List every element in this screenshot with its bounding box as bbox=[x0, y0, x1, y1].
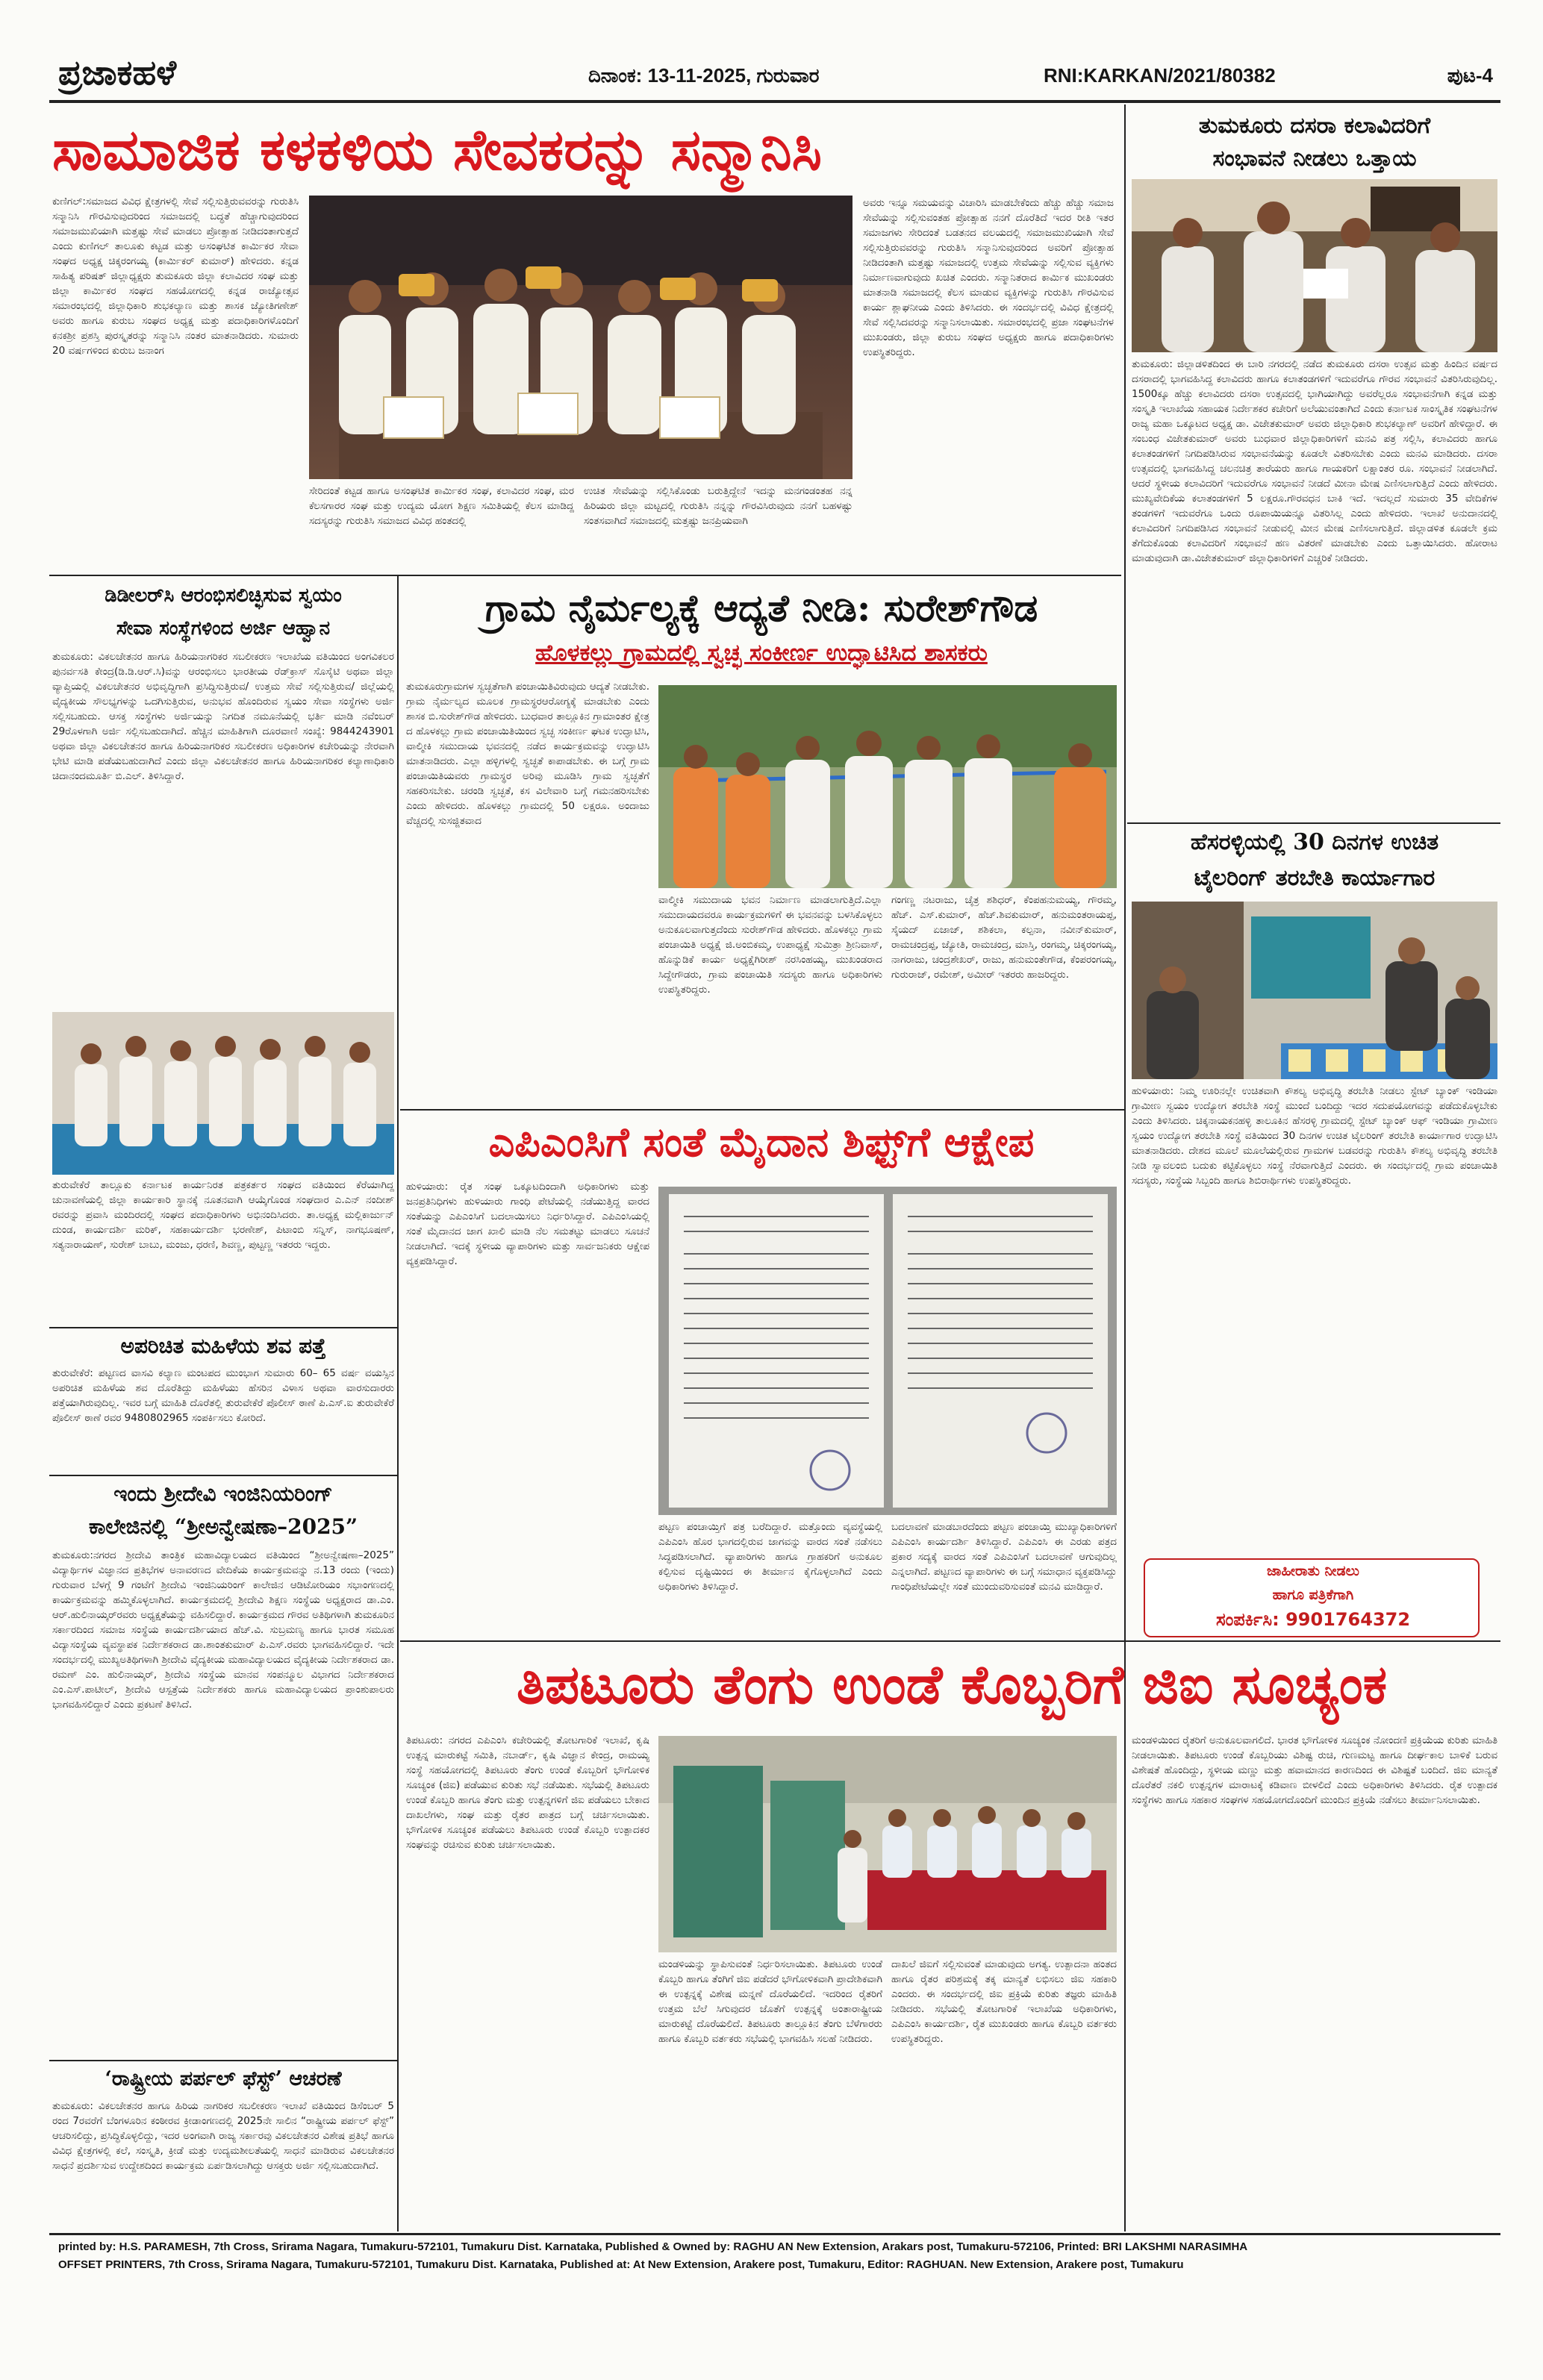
dasara-photo bbox=[1132, 179, 1497, 352]
ad-contact-row bbox=[1145, 1609, 1480, 1636]
purple-fest-body: ತುಮಕೂರು: ವಿಕಲಚೇತನರ ಹಾಗೂ ಹಿರಿಯ ನಾಗರಿಕರ ಸಬಲೀಕರಣ ಇಲಾಖೆ ವತಿಯಿಂದ ಡಿಸೆಂಬರ್ 5 ರಂದ 7ರವರೆಗೆ ಬೆಂಗಳೂರಿನ ಕಂಠೀರವ ಕ್ರೀಡಾಂಗಣದಲ್ಲಿ 2025ನೇ ಸಾಲಿನ “ರಾಷ್ಟ್ರೀಯ ಪರ್ಪಲ್ ಫೆಸ್ಟ್” ಆಚರಿಸಲಿದ್ದು, ಪ್ರಸಿದ್ಧಿಕೊಳ್ಳಲಿದ್ದು, ಇದರ ಅಂಗವಾಗಿ ರಾಜ್ಯ ಸರ್ಕಾರವು ವಿಕಲಚೇತನರ ವಿಶೇಷ ಪ್ರತಿಭೆ ಹಾಗೂ ವಿವಿಧ ಕ್ಷೇತ್ರಗಳಲ್ಲಿ ಕಲೆ, ಸಂಸ್ಕೃತಿ, ಕ್ರೀಡೆ ಮತ್ತು ಉದ್ಯಮಶೀಲತೆಯಲ್ಲಿ ಸಾಧನೆ ಮಾಡಿರುವ ವಿಕಲಚೇತನರ ಸಾಧನೆ ಪ್ರದರ್ಶಿಸುವ ಉದ್ದೇಶದಿಂದ ಕಾರ್ಯಕ್ರಮ ಏರ್ಪಡಿಸಲಾಗಿದ್ದು ಆಸಕ್ತರು ಅರ್ಜಿ ಸಲ್ಲಿಸಬಹುದಾಗಿದೆ. bbox=[52, 2100, 394, 2172]
copra-body-col2: ಮಂಡಳಿಯನ್ನು ಸ್ಥಾಪಿಸುವಂತೆ ನಿರ್ಧರಿಸಲಾಯಿತು. ತಿಪಟೂರು ಉಂಡೆ ಕೊಬ್ಬರಿ ಹಾಗೂ ತೆಂಗಿಗೆ ಜಿಐ ಪಡೆದರೆ ಭೌಗೋಳಿಕವಾಗಿ ಪ್ರಾದೇಶಿಕವಾಗಿ ಈ ಉತ್ಪನ್ನಕ್ಕೆ ವಿಶೇಷ ಮನ್ನಣೆ ದೊರೆಯಲಿದೆ. ಇದರಿಂದ ರೈತರಿಗೆ ಉತ್ತಮ ಬೆಲೆ ಸಿಗುವುದರ ಜೊತೆಗೆ ಉತ್ಪನ್ನಕ್ಕೆ ಅಂತಾರಾಷ್ಟ್ರೀಯ ಮಾರುಕಟ್ಟೆ ದೊರೆಯಲಿದೆ. ತಿಪಟೂರು ತಾಲ್ಲೂಕಿನ ತೆಂಗು ಬೆಳೆಗಾರರು ಹಾಗೂ ಕೊಬ್ಬರಿ ವರ್ತಕರು ಸಭೆಯಲ್ಲಿ ಭಾಗವಹಿಸಿ ಸಲಹೆ ನೀಡಿದರು. bbox=[658, 1958, 882, 2045]
lead-body-col1: ಕುಣಿಗಲ್:ಸಮಾಜದ ವಿವಿಧ ಕ್ಷೇತ್ರಗಳಲ್ಲಿ ಸೇವೆ ಸಲ್ಲಿಸುತ್ತಿರುವವರನ್ನು ಗುರುತಿಸಿ ಸನ್ಮಾನಿಸಿ ಗೌರವಿಸುವುದರಿಂದ ಸಮಾಜದಲ್ಲಿ ಬದ್ಧತೆ ಹೆಚ್ಚಾಗುವುದರಿಂದ ಸಮಾಜಮುಖಿಯಾಗಿ ಮತ್ತಷ್ಟು ಸೇವೆ ಮಾಡಲು ಪ್ರೋತ್ಸಾಹ ನೀಡಿದಂತಾಗುತ್ತದೆ ಎಂದು ಕುಣಿಗಲ್ ತಾಲೂಕು ಕಟ್ಟಡ ಮತ್ತು ಅಸಂಘಟಿತ ಕಾರ್ಮಿಕರ ಸೇವಾ ಸಂಘದ ಅಧ್ಯಕ್ಷ ಚಿಕ್ಕರಂಗಯ್ಯ (ಕಾರ್ಮಿಕರ್ ಕುಮಾರ್) ಹೇಳಿದರು. ಕನ್ನಡ ಸಾಹಿತ್ಯ ಪರಿಷತ್ ಜಿಲ್ಲಾಧ್ಯಕ್ಷರು ತುಮಕೂರು ಜಿಲ್ಲಾ ಕಲಾವಿದರ ಸಂಘ ಮತ್ತು ಜಿಲ್ಲಾ ಕಾರ್ಮಿಕರ ಸಂಘದ ಸಹಯೋಗದಲ್ಲಿ ಕನ್ನಡ ರಾಜ್ಯೋತ್ಸವ ಸಮಾರಂಭದಲ್ಲಿ ಜಿಲ್ಲಾಧಿಕಾರಿ ಶುಭಕಲ್ಯಾಣ ಮತ್ತು ಶಾಸಕ ಜ್ಯೋತಿಗಣೇಶ್ ಅವರು ಹಾಗೂ ಕುರುಬ ಸಂಘದ ಅಧ್ಯಕ್ಷ ಮತ್ತು ಪದಾಧಿಕಾರಿಗಳೊಂದಿಗೆ ಕನಕಶ್ರೀ ಪ್ರಶಸ್ತಿ ಪುರಸ್ಕೃತರನ್ನು ಸನ್ಮಾನಿಸಿ ನಂತರ ಮಾತನಾಡಿದರು. ಸುಮಾರು 20 ವರ್ಷಗಳಿಂದ ಕುರುಬ ಜನಾಂಗ bbox=[52, 196, 299, 357]
apmc-headline: ಎಪಿಎಂಸಿಗೆ ಸಂತೆ ಮೈದಾನ ಶಿಫ್ಟ್‌ಗೆ ಆಕ್ಷೇಪ bbox=[488, 1118, 1035, 1166]
official-letters-image bbox=[658, 1187, 1117, 1515]
ad-phone-number: 9901764372 bbox=[1285, 1609, 1411, 1630]
masthead-date: ದಿನಾಂಕ: 13-11-2025, ಗುರುವಾರ bbox=[588, 64, 820, 87]
apmc-divider bbox=[400, 1640, 1500, 1642]
lead-headline: ಸಾಮಾಜಿಕ ಕಳಕಳಿಯ ಸೇವಕರನ್ನು ಸನ್ಮಾನಿಸಿ bbox=[52, 116, 822, 183]
dasara-body: ತುಮಕೂರು: ಜಿಲ್ಲಾಡಳಿತದಿಂದ ಈ ಬಾರಿ ನಗರದಲ್ಲಿ ನಡೆದ ತುಮಕೂರು ದಸರಾ ಉತ್ಸವ ಮತ್ತು ಹಿಂದಿನ ವರ್ಷದ ದಸರಾದಲ್ಲಿ ಭಾಗವಹಿಸಿದ್ದ ಕಲಾವಿದರು ಹಾಗೂ ಕಲಾತಂಡಗಳಿಗೆ ಇದುವರೆಗೂ ಗೌರವ ಸಂಭಾವನೆ ವಿತರಿಸಿರುವುದಿಲ್ಲ. 1500ಕ್ಕೂ ಹೆಚ್ಚು ಕಲಾವಿದರು ದಸರಾ ಉತ್ಸವದಲ್ಲಿ ಭಾಗಿಯಾಗಿದ್ದು ಅವರೆಲ್ಲರೂ ಸಂಭಾವನೆಗಾಗಿ ಕನ್ನಡ ಮತ್ತು ಸಂಸ್ಕೃತಿ ಇಲಾಖೆಯ ಸಹಾಯಕ ನಿರ್ದೇಶಕರ ಕಚೇರಿಗೆ ಅಲೆಯುವಂತಾಗಿದೆ ಎಂದು ಕರ್ನಾಟಕ ಸಾಂಸ್ಕೃತಿಕ ಸಂಘಟನೆಗಳ ರಾಜ್ಯ ಮಹಾ ಒಕ್ಕೂಟದ ಅಧ್ಯಕ್ಷ ಡಾ. ವಿಜೇತಕುಮಾರ್ ಅವರು ಜಿಲ್ಲಾಧಿಕಾರಿ ಶುಭಕಲ್ಯಾಣ್ ಅವರಿಗೆ ಹೇಳಿದ್ದಾರೆ. ಈ ಸಂಬಂಧ ವಿಜೇತಕುಮಾರ್ ಅವರು ಬುಧವಾರ ಜಿಲ್ಲಾಧಿಕಾರಿಗಳಿಗೆ ಮನವಿ ಪತ್ರ ಸಲ್ಲಿಸಿ, ಕಲಾವಿದರು ಹಾಗೂ ಕಲಾತಂಡಗಳಿಗೆ ನಿಗದಿಪಡಿಸಿರುವ ಸಂಭಾವನೆಯನ್ನು ಕೂಡಲೇ ವಿತರಿಸಬೇಕು ಎಂದು ಮನವಿ ಮಾಡಿದರು. ದಸರಾ ಉತ್ಸವದಲ್ಲಿ ಭಾಗವಹಿಸಿದ್ದ ಚಲನಚಿತ್ರ ತಾರೆಯರು ಹಾಗೂ ಗಾಯಕರಿಗೆ ಲಕ್ಷಾಂತರ ರೂ. ಸಂಭಾವನೆ ನೀಡಲಾಗಿದೆ. ಆದರೆ ಸ್ಥಳೀಯ ಕಲಾವಿದರಿಗೆ ಇದುವರೆಗೂ ಸಂಭಾವನೆ ನೀಡದೆ ಮೀನಾ ಮೇಷ ಎಣಿಸಲಾಗುತ್ತಿದೆ ಎಂದು ಹೇಳಿದರು. ಮುಖ್ಯವೇದಿಕೆಯ ಕಲಾತಂಡಗಳಿಗೆ 5 ಲಕ್ಷರೂ.ಗೌರವಧನ ಬಾಕಿ ಇದೆ. ಇದಲ್ಲದೆ ಸುಮಾರು 35 ವೇದಿಕೆಗಳ ತಂಡಗಳಿಗೆ ಇದುವರೆಗೂ ಒಂದು ರೂಪಾಯಿಯನ್ನೂ ವಿತರಿಸಿಲ್ಲ ಎಂದು ಹೇಳಿದರು. ಇಲಾಖೆ ಅನುದಾನದಲ್ಲಿ ಕಲಾವಿದರಿಗೆ ನಿಗದಿಪಡಿಸಿದ ಸಂಭಾವನೆ ನೀಡುವಲ್ಲಿ ಮೀನ ಮೇಷ ಎಣಿಸಲಾಗುತ್ತಿದೆ. ಜಿಲ್ಲಾಡಳಿತ ಕೂಡಲೇ ಕ್ರಮ ತೆಗೆದುಕೊಂಡು ಕಲಾವಿದರಿಗೆ ಸಂಭಾವನೆ ಹಣ ವಿತರಣೆ ಮಾಡಬೇಕು ಎಂದು ಒತ್ತಾಯಿಸಿದರು. ಹೋರಾಟ ಮಾಡುವುದಾಗಿ ಡಾ.ವಿಜೇತಕುಮಾರ್ ಜಿಲ್ಲಾಧಿಕಾರಿಗಳಿಗೆ ಎಚ್ಚರಿಕೆ ನೀಡಿದರು. bbox=[1132, 358, 1497, 564]
ad-line1: ಜಾಹೀರಾತು ನೀಡಲು bbox=[1267, 1563, 1359, 1579]
tailoring-body: ಹುಳಿಯಾರು: ನಿಮ್ಮ ಊರಿನಲ್ಲೇ ಉಚಿತವಾಗಿ ಕೌಶಲ್ಯ ಅಭಿವೃದ್ಧಿ ತರಬೇತಿ ನೀಡಲು ಸ್ಟೇಟ್ ಬ್ಯಾಂಕ್ ಇಂಡಿಯಾ ಗ್ರಾಮೀಣ ಸ್ವಯಂ ಉದ್ಯೋಗ ತರಬೇತಿ ಸಂಸ್ಥೆ ಮುಂದೆ ಬಂದಿದ್ದು ಇದರ ಸದುಪಯೋಗವನ್ನು ಪಡೆದುಕೊಳ್ಳಬೇಕು ಎಂದು ತಿಳಿಸಿದರು. ಚಿಕ್ಕನಾಯಕನಹಳ್ಳಿ ತಾಲೂಕಿನ ಹೆಸರಳ್ಳಿ ಗ್ರಾಮದಲ್ಲಿ ಸ್ಟೇಟ್ ಬ್ಯಾಂಕ್ ಆಫ್ ಇಂಡಿಯಾ ಗ್ರಾಮೀಣ ಸ್ವಯಂ ಉದ್ಯೋಗ ತರಬೇತಿ ಸಂಸ್ಥೆ ವತಿಯಿಂದ 30 ದಿನಗಳ ಉಚಿತ ಟೈಲರಿಂಗ್ ತರಬೇತಿ ಕಾರ್ಯಾಗಾರ ಉದ್ಘಾಟಿಸಿ ಮಾತನಾಡಿದರು. ದೇಶದ ಮೂಲೆ ಮೂಲೆಯಲ್ಲಿರುವ ಗ್ರಾಮಗಳ ಬಡವರನ್ನು ಗುರುತಿಸಿ ಕೌಶಲ್ಯ ಅಭಿವೃದ್ಧಿ ತರಬೇತಿ ನೀಡಿ ಸ್ವಾವಲಂಬಿ ಬದುಕು ಕಟ್ಟಿಕೊಳ್ಳಲು ಸಂಸ್ಥೆ ನೆರವಾಗುತ್ತಿದೆ ಎಂದರು. ಈ ಸಂದರ್ಭದಲ್ಲಿ ಗ್ರಾಮ ಪಂಚಾಯಿತಿ ಸದಸ್ಯರು, ಸಂಸ್ಥೆಯ ಸಿಬ್ಬಂದಿ ಹಾಗೂ ಶಿಬಿರಾರ್ಥಿಗಳು ಉಪಸ್ಥಿತರಿದ್ದರು. bbox=[1132, 1085, 1497, 1187]
memorandum-photo-image bbox=[1132, 179, 1497, 352]
college-body: ತುಮಕೂರು:ನಗರದ ಶ್ರೀದೇವಿ ತಾಂತ್ರಿಕ ಮಹಾವಿದ್ಯಾಲಯದ ವತಿಯಿಂದ “ಶ್ರೀಅನ್ವೇಷಣಾ–2025” ವಿದ್ಯಾರ್ಥಿಗಳ ವಿಜ್ಞಾನದ ಪ್ರತಿಭೆಗಳ ಅನಾವರಣದ ವೇದಿಕೆಯ ಕಾರ್ಯಕ್ರಮವನ್ನು ನ.13 ರಂದು (ಇಂದು) ಗುರುವಾರ ಬೆಳಗ್ಗೆ 9 ಗಂಟೆಗೆ ಶ್ರೀದೇವಿ ಇಂಜಿನಿಯರಿಂಗ್ ಕಾಲೇಜಿನ ಆಡಿಟೋರಿಯಂ ಸಭಾಂಗಣದಲ್ಲಿ ಕಾರ್ಯಕ್ರಮವನ್ನು ಹಮ್ಮಿಕೊಳ್ಳಲಾಗಿದೆ. ಕಾರ್ಯಕ್ರಮದಲ್ಲಿ ಶ್ರೀದೇವಿ ಶಿಕ್ಷಣ ಸಂಸ್ಥೆಯ ಅಧ್ಯಕ್ಷರಾದ ಡಾ.ಎಂ. ಆರ್.ಹುಲಿನಾಯ್ಕರ್‌ರವರು ಅಧ್ಯಕ್ಷತೆಯನ್ನು ವಹಿಸಲಿದ್ದಾರೆ. ಕಾರ್ಯಕ್ರಮದ ಗೌರವ ಅತಿಥಿಗಳಾಗಿ ತುಮಕೂರಿನ ಸರ್ಕಾರದಿಂದ ಸಮಾಜ ಸಂಸ್ಥೆಯ ಕಾರ್ಯದರ್ಶಿಯಾದ ಹೆಚ್.ವಿ. ಸುಬ್ರಮಣ್ಯ ಹಾಗೂ ಭಾರತ ಸಮೂಹ ವಿದ್ಯಾಸಂಸ್ಥೆಯ ವ್ಯವಸ್ಥಾಪಕ ನಿರ್ದೇಶಕರಾದ ಡಾ.ಶಾಂತಕುಮಾರ್ ಪಿ.ಎಸ್.ರವರು ಭಾಗವಹಿಸಲಿದ್ದಾರೆ. ಇದೇ ಸಂದರ್ಭದಲ್ಲಿ ಮುಖ್ಯಅತಿಥಿಗಳಾಗಿ ಶ್ರೀದೇವಿ ವೈದ್ಯಕೀಯ ಮಹಾವಿದ್ಯಾಲಯದ ವೈದ್ಯಕೀಯ ನಿರ್ದೇಶಕರಾದ ಡಾ. ರಮಣ್ ಎಂ. ಹುಲಿನಾಯ್ಕರ್, ಶ್ರೀದೇವಿ ಸಂಸ್ಥೆಯ ಮಾನವ ಸಂಪನ್ಮೂಲ ವಿಭಾಗದ ನಿರ್ದೇಶಕರಾದ ಎಂ.ಎಸ್.ಪಾಟೀಲ್, ಶ್ರೀದೇವಿ ಆಸ್ಪತ್ರೆಯ ನಿರ್ದೇಶಕರು ಹಾಗೂ ಮಹಾವಿದ್ಯಾಲಯದ ಪ್ರಾಂಶುಪಾಲರು ಭಾಗವಹಿಸಲಿದ್ದಾರೆ ಎಂದು ಪ್ರಕಟಣೆ ತಿಳಿಸಿದೆ. bbox=[52, 1549, 394, 1711]
college-headline-line2: ಕಾಲೇಜಿನಲ್ಲಿ “ಶ್ರೀಅನ್ವೇಷಣಾ–2025” bbox=[88, 1514, 358, 1539]
copra-body-col4: ಮಂಡಳಿಯಿಂದ ರೈತರಿಗೆ ಅನುಕೂಲವಾಗಲಿದೆ. ಭಾರತ ಭೌಗೋಳಿಕ ಸೂಚ್ಯಂಕ ನೋಂದಣಿ ಪ್ರಕ್ರಿಯೆಯ ಕುರಿತು ಮಾಹಿತಿ ನೀಡಲಾಯಿತು. ತಿಪಟೂರು ಉಂಡೆ ಕೊಬ್ಬರಿಯು ವಿಶಿಷ್ಟ ರುಚಿ, ಗುಣಮಟ್ಟ ಹಾಗೂ ದೀರ್ಘಕಾಲ ಬಾಳಿಕೆ ಬರುವ ವಿಶೇಷತೆ ಹೊಂದಿದ್ದು, ಸ್ಥಳೀಯ ಮಣ್ಣು ಮತ್ತು ಹವಾಮಾನದ ಕಾರಣದಿಂದ ಈ ವಿಶಿಷ್ಟತೆ ಬಂದಿದೆ. ಜಿಐ ಮಾನ್ಯತೆ ದೊರೆತರೆ ನಕಲಿ ಉತ್ಪನ್ನಗಳ ಮಾರಾಟಕ್ಕೆ ಕಡಿವಾಣ ಬೀಳಲಿದೆ ಎಂದು ಅಧಿಕಾರಿಗಳು ತಿಳಿಸಿದರು. ರೈತ ಉತ್ಪಾದಕ ಸಂಸ್ಥೆಗಳು ಹಾಗೂ ಸಹಕಾರ ಸಂಘಗಳ ಸಹಯೋಗದೊಂದಿಗೆ ಮುಂದಿನ ಪ್ರಕ್ರಿಯೆ ನಡೆಸಲು ತೀರ್ಮಾನಿಸಲಾಯಿತು. bbox=[1132, 1734, 1497, 1806]
apmc-body-col2: ಪಟ್ಟಣ ಪಂಚಾಯ್ತಿಗೆ ಪತ್ರ ಬರೆದಿದ್ದಾರೆ. ಮತ್ತೊಂದು ವ್ಯವಸ್ಥೆಯಲ್ಲಿ ಎಪಿಎಂಸಿ ಹೊರ ಭಾಗದಲ್ಲಿರುವ ಜಾಗವನ್ನು ವಾರದ ಸಂತೆ ನಡೆಸಲು ಸಿದ್ಧಪಡಿಸಲಾಗಿದೆ. ವ್ಯಾಪಾರಿಗಳು ಹಾಗೂ ಗ್ರಾಹಕರಿಗೆ ಅನುಕೂಲ ಕಲ್ಪಿಸುವ ದೃಷ್ಟಿಯಿಂದ ಈ ತೀರ್ಮಾನ ಕೈಗೊಳ್ಳಲಾಗಿದೆ ಎಂದು ಅಧಿಕಾರಿಗಳು ತಿಳಿಸಿದ್ದಾರೆ. bbox=[658, 1521, 882, 1593]
dasara-divider bbox=[1127, 822, 1500, 824]
woman-divider bbox=[49, 1475, 397, 1476]
apmc-body-col1: ಹುಳಿಯಾರು: ರೈತ ಸಂಘ ಒಕ್ಕೂಟದಿಂದಾಗಿ ಅಧಿಕಾರಿಗಳು ಮತ್ತು ಜನಪ್ರತಿನಿಧಿಗಳು ಹುಳಿಯಾರು ಗಾಂಧಿ ಪೇಟೆಯಲ್ಲಿ ನಡೆಯುತ್ತಿದ್ದ ವಾರದ ಸಂತೆಯನ್ನು ಎಪಿಎಂಸಿಗೆ ಬದಲಾಯಿಸಲು ನಿರ್ಧರಿಸಿದ್ದಾರೆ. ಎಪಿಎಂಸಿಯಲ್ಲಿ ಸಂತೆ ಮೈದಾನದ ಜಾಗ ಖಾಲಿ ಮಾಡಿ ನೆಲ ಸಮತಟ್ಟು ಮಾಡಲು ಸೂಚನೆ ನೀಡಲಾಗಿದೆ. ಇದಕ್ಕೆ ಸ್ಥಳೀಯ ವ್ಯಾಪಾರಿಗಳು ಮತ್ತು ಸಾರ್ವಜನಿಕರು ಆಕ್ಷೇಪ ವ್ಯಕ್ತಪಡಿಸಿದ್ದಾರೆ. bbox=[406, 1181, 649, 1267]
ddrc-headline-line2: ಸೇವಾ ಸಂಸ್ಥೆಗಳಿಂದ ಅರ್ಜಿ ಆಹ್ವಾನ bbox=[116, 617, 331, 640]
village-body-col3: ಗಂಗಣ್ಣ ನಟರಾಜು, ಚೈತ್ರ ಶಶಿಧರ್, ಕೆಂಪಹನುಮಯ್ಯ, ಗೌರಮ್ಮ, ಹೆಚ್. ಎಸ್.ಕುಮಾರ್, ಹೆಚ್.ಶಿವಕುಮಾರ್, ಹನುಮಂತರಾಯಪ್ಪ, ಸೈಯದ್ ಏಜಾಜ್, ಶಶಿಕಲಾ, ಕಲ್ಪನಾ, ನವೀನ್‌ಕುಮಾರ್, ರಾಮಚಂದ್ರಪ್ಪ, ಜ್ಯೋತಿ, ರಾಮಚಂದ್ರ, ಮಾಸ್ತಿ, ರಂಗಮ್ಮ, ಚಿಕ್ಕರಂಗಯ್ಯ, ನಾಗರಾಜು, ಚಂದ್ರಶೇಖರ್, ರಾಜು, ಹನುಮಂತೇಗೌಡ, ಕೆಂಪರಂಗಯ್ಯ, ಗುರುರಾಜ್, ರಮೇಶ್, ಅಮೀರ್ ಇತರರು ಹಾಜರಿದ್ದರು. bbox=[891, 894, 1117, 981]
gi-meeting-image bbox=[658, 1736, 1117, 1952]
village-body-col2: ವಾಲ್ಮೀಕಿ ಸಮುದಾಯ ಭವನ ನಿರ್ಮಾಣ ಮಾಡಲಾಗುತ್ತಿದೆ.ಎಲ್ಲಾ ಸಮುದಾಯದವರೂ ಕಾರ್ಯಕ್ರಮಗಳಿಗೆ ಈ ಭವನವನ್ನು ಬಳಸಿಕೊಳ್ಳಲು ಅನುಕೂಲವಾಗುತ್ತದೆಂದು ಸುರೇಶ್‌ಗೌಡ ಹೇಳಿದರು. ಹೊಳಕಲ್ಲು ಗ್ರಾಮ ಪಂಚಾಯಿತಿ ಅಧ್ಯಕ್ಷೆ ಜಿ.ಅಂಬಿಕಮ್ಮ, ಉಪಾಧ್ಯಕ್ಷೆ ಸುಮಿತ್ರಾ ಶ್ರೀನಿವಾಸ್, ಹೊನ್ನುಡಿಕೆ ಕಾರ್ಯ ಅಧ್ಯಕ್ಷೆಗಿರೀಶ್ ನರಸಿಂಹಯ್ಯ, ಮುಖಂಡರಾದ ಸಿದ್ದೇಗೌಡರು, ಗ್ರಾಮ ಪಂಚಾಯಿತಿ ಸದಸ್ಯರು ಹಾಗೂ ಅಧಿಕಾರಿಗಳು ಉಪಸ್ಥಿತರಿದ್ದರು. bbox=[658, 894, 882, 996]
apmc-body-col3: ಬದಲಾವಣೆ ಮಾಡಬಾರದೆಂದು ಪಟ್ಟಣ ಪಂಚಾಯ್ತಿ ಮುಖ್ಯಾಧಿಕಾರಿಗಳಿಗೆ ಎಪಿಎಂಸಿ ಕಾರ್ಯದರ್ಶಿ ತಿಳಿಸಿದ್ದಾರೆ. ಎಪಿಎಂಸಿ ಈ ಎರಡು ಪತ್ರದ ಪ್ರಕಾರ ಸದ್ಯಕ್ಕೆ ವಾರದ ಸಂತೆ ಎಪಿಎಂಸಿಗೆ ಬದಲಾವಣೆ ಆಗುವುದಿಲ್ಲ ಎನ್ನಲಾಗಿದೆ. ಪಟ್ಟಣದ ವ್ಯಾಪಾರಿಗಳು ಈ ಬಗ್ಗೆ ಸಮಾಧಾನ ವ್ಯಕ್ತಪಡಿಸಿದ್ದು ಗಾಂಧಿಪೇಟೆಯಲ್ಲೇ ಸಂತೆ ಮುಂದುವರಿಸುವಂತೆ ಮನವಿ ಮಾಡಿದ್ದಾರೆ. bbox=[891, 1521, 1117, 1593]
lead-body-col2: ಸೇರಿದಂತೆ ಕಟ್ಟಡ ಹಾಗೂ ಅಸಂಘಟಿತ ಕಾರ್ಮಿಕರ ಸಂಘ, ಕಲಾವಿದರ ಸಂಘ, ಮರ ಕೆಲಸಗಾರರ ಸಂಘ ಮತ್ತು ಉದ್ಯಮ ಯೋಗ ಶಿಕ್ಷಣ ಸಮಿತಿಯಲ್ಲಿ ಕೆಲಸ ಮಾಡಿದ್ದ ಸದಸ್ಯರನ್ನು ಗುರುತಿಸಿ ಸಮಾಜದ ವಿವಿಧ ಹಂತದಲ್ಲಿ bbox=[309, 485, 574, 527]
footer-imprint-line2: OFFSET PRINTERS, 7th Cross, Srirama Nagara, Tumakuru-572101, Tumakuru Dist. Karnataka, Published at: At New Extension, Arakere post, Tumakuru, Editor: RAGHUAN. New Extension, Arakere post, Tumakuru bbox=[58, 2258, 1184, 2271]
copra-meeting-photo bbox=[658, 1736, 1117, 1952]
tailoring-headline-line1: ಹೆಸರಳ್ಳಿಯಲ್ಲಿ 30 ದಿನಗಳ ಉಚಿತ bbox=[1190, 829, 1439, 855]
ribbon-cutting-image bbox=[658, 685, 1117, 888]
tailoring-headline-line2: ಟೈಲರಿಂಗ್ ತರಬೇತಿ ಕಾರ್ಯಾಗಾರ bbox=[1194, 865, 1436, 891]
training-photo-image bbox=[1132, 902, 1497, 1079]
copra-body-col3: ದಾಖಲೆ ಜಿಐಗೆ ಸಲ್ಲಿಸುವಂತೆ ಮಾಡುವುದು ಅಗತ್ಯ. ಉತ್ಪಾದನಾ ಹಂತದ ಹಾಗೂ ರೈತರ ಪರಿಶ್ರಮಕ್ಕೆ ತಕ್ಕ ಮಾನ್ಯತೆ ಲಭಿಸಲು ಜಿಐ ಸಹಕಾರಿ ಎಂದರು. ಈ ಸಂದರ್ಭದಲ್ಲಿ ಜಿಐ ಪ್ರಕ್ರಿಯೆ ಕುರಿತು ತಜ್ಞರು ಮಾಹಿತಿ ನೀಡಿದರು. ಸಭೆಯಲ್ಲಿ ತೋಟಗಾರಿಕೆ ಇಲಾಖೆಯ ಅಧಿಕಾರಿಗಳು, ಎಪಿಎಂಸಿ ಕಾರ್ಯದರ್ಶಿ, ರೈತ ಮುಖಂಡರು ಹಾಗೂ ಕೊಬ್ಬರಿ ವರ್ತಕರು ಉಪಸ್ಥಿತರಿದ್ದರು. bbox=[891, 1958, 1117, 2045]
advertise-contact-box bbox=[1144, 1558, 1480, 1637]
village-photo bbox=[658, 685, 1117, 888]
page-number: ಪುಟ-4 bbox=[1447, 64, 1493, 87]
lead-photo bbox=[309, 196, 852, 479]
college-divider bbox=[49, 2060, 397, 2061]
woman-body-headline: ಅಪರಿಚಿತ ಮಹಿಳೆಯ ಶವ ಪತ್ತೆ bbox=[120, 1334, 326, 1358]
right-column-divider bbox=[1124, 104, 1126, 2231]
footer-imprint-line1: printed by: H.S. PARAMESH, 7th Cross, Srirama Nagara, Tumakuru-572101, Tumakuru Dist. Karnataka, Published & Owned by: RAGHU AN New Extension, Arakars post, Tumakuru-572106, Printed: BRI LAKSHMI NARASIMHA bbox=[58, 2240, 1248, 2253]
copra-headline: ತಿಪಟೂರು ತೆಂಗು ಉಂಡೆ ಕೊಬ್ಬರಿಗೆ ಜಿಐ ಸೂಚ್ಯಂಕ bbox=[516, 1652, 1388, 1716]
lead-body-col4: ಅವರು ಇನ್ನೂ ಸಮಯವನ್ನು ವಿಚಾರಿಸಿ ಮಾಡಬೇಕೆಂದು ಹೆಚ್ಚು ಹೆಚ್ಚು ಸಮಾಜ ಸೇವೆಯನ್ನು ಸಲ್ಲಿಸುವಂತಹ ಪ್ರೋತ್ಸಾಹ ನನಗೆ ದೊರೆತಿದೆ ಇದರ ರೀತಿ ಇತರ ಸಮಾಜಗಳು ಸೇರಿದಂತೆ ಬಡತನದ ವಲಯದಲ್ಲಿ ಸಮಾಜಮುಖಿಯಾಗಿ ಸೇವೆ ಸಲ್ಲಿಸುತ್ತಿರುವವರನ್ನು ಗುರುತಿಸಿ ಸನ್ಮಾನಿಸುವುದರಿಂದ ಅವರಿಗೆ ಪ್ರೋತ್ಸಾಹ ನೀಡಿದಂತಾಗಿ ಮತ್ತಷ್ಟು ಸಮಾಜದಲ್ಲಿ ಉತ್ತಮ ಸೇವೆಯನ್ನು ಸಲ್ಲಿಸುವ ವ್ಯಕ್ತಿಗಳು ನಿರ್ಮಾಣವಾಗುವುದು ಖಚಿತ ಎಂದರು. ಸನ್ಮಾನಿತರಾದ ಕಾರ್ಮಿಕ ಮುಖಂಡರು ಮಾತನಾಡಿ ಸಮಾಜದಲ್ಲಿ ಕೆಲಸ ಮಾಡುವ ವ್ಯಕ್ತಿಗಳನ್ನು ಗುರುತಿಸಿ ಗೌರವಿಸುವ ಕಾರ್ಯ ಶ್ಲಾಘನೀಯ ಎಂದು ತಿಳಿಸಿದರು. ಈ ಸಂದರ್ಭದಲ್ಲಿ ವಿವಿಧ ಕ್ಷೇತ್ರದಲ್ಲಿ ಸೇವೆ ಸಲ್ಲಿಸಿದವರನ್ನು ಸನ್ಮಾನಿಸಲಾಯಿತು. ಸಮಾರಂಭದಲ್ಲಿ ಪ್ರಜಾ ಸಂಘಟನೆಗಳ ಮುಖಂಡರು, ಜಿಲ್ಲಾ ಕುರುಬ ಸಂಘದ ಅಧ್ಯಕ್ಷರು ಹಾಗೂ ಪದಾಧಿಕಾರಿಗಳು ಉಪಸ್ಥಿತರಿದ್ದರು. bbox=[863, 197, 1114, 358]
journalists-group-image bbox=[52, 1012, 394, 1175]
left-column-divider bbox=[397, 576, 399, 2231]
purple-fest-headline: ‘ರಾಷ್ಟ್ರೀಯ ಪರ್ಪಲ್ ಫೆಸ್ಟ್’ ಆಚರಣೆ bbox=[105, 2067, 342, 2090]
masthead-divider bbox=[49, 100, 1500, 103]
footer-divider bbox=[49, 2233, 1500, 2235]
felicitation-photo-image bbox=[309, 196, 852, 479]
ddrc-headline-line1: ಡಿಡೀಲರ್‌ಸಿ ಆರಂಭಿಸಲಿಚ್ಛಿಸುವ ಸ್ವಯಂ bbox=[105, 584, 342, 607]
masthead-rni: RNI:KARKAN/2021/80382 bbox=[1044, 64, 1276, 87]
village-body-col1: ತುಮಕೂರುಗ್ರಾಮಗಳ ಸ್ವಚ್ಛತೆಗಾಗಿ ಪಂಚಾಯಿತಿವಿರುವುದು ಆದ್ಯತೆ ನೀಡಬೇಕು. ಗ್ರಾಮ ನೈರ್ಮಲ್ಯದ ಮೂಲಕ ಗ್ರಾಮಸ್ಥರಆರೋಗ್ಯಕ್ಕೆ ಮಾಡಬೇಕು ಎಂದು ಶಾಸಕ ಬಿ.ಸುರೇಶ್‌ಗೌಡ ಹೇಳಿದರು. ಬುಧವಾರ ತಾಲ್ಲೂಕಿನ ಗ್ರಾಮಾಂತರ ಕ್ಷೇತ್ರ ದ ಹೊಳಕಲ್ಲು ಗ್ರಾಮ ಪಂಚಾಯಿತಿಯಿಂದ ಸ್ವಚ್ಛ ಸಂಕೀರ್ಣ ಘಟಕ ಉದ್ಘಾಟಿಸಿ, ವಾಲ್ಮೀಕಿ ಸಮುದಾಯ ಭವನದಲ್ಲಿ ನಡೆದ ಕಾರ್ಯಕ್ರಮವನ್ನು ಉದ್ಘಾಟಿಸಿ ಮಾತನಾಡಿದರು. ಎಲ್ಲಾ ಹಳ್ಳಿಗಳಲ್ಲಿ ಸ್ವಚ್ಛತೆ ಕಾಪಾಡಬೇಕು. ಈ ಬಗ್ಗೆ ಗ್ರಾಮ ಪಂಚಾಯಿತಿಯವರು ಗ್ರಾಮಸ್ಥರ ಅರಿವು ಮೂಡಿಸಿ ಗ್ರಾಮ ಸ್ವಚ್ಛತೆಗೆ ಸಹಕರಿಸಬೇಕು. ಚರಂಡಿ ಸ್ವಚ್ಛತೆ, ಕಸ ವಿಲೇವಾರಿ ಬಗ್ಗೆ ಗಮನಹರಿಸಬೇಕು ಎಂದು ಹೇಳಿದರು. ಹೊಳಕಲ್ಲು ಗ್ರಾಮದಲ್ಲಿ 50 ಲಕ್ಷರೂ. ಅಂದಾಜು ವೆಚ್ಚದಲ್ಲಿ ಸುಸಜ್ಜಿತವಾದ bbox=[406, 681, 649, 827]
college-headline-line1: ಇಂದು ಶ್ರೀದೇವಿ ಇಂಜಿನಿಯರಿಂಗ್ bbox=[113, 1481, 333, 1506]
journalists-divider bbox=[49, 1327, 397, 1328]
woman-body-text: ತುರುವೇಕೆರೆ: ಪಟ್ಟಣದ ವಾಸವಿ ಕಲ್ಯಾಣ ಮಂಟಪದ ಮುಂಭಾಗ ಸುಮಾರು 60– 65 ವರ್ಷ ವಯಸ್ಸಿನ ಅಪರಿಚಿತ ಮಹಿಳೆಯ ಶವ ದೊರೆತಿದ್ದು ಮಹಿಳೆಯು ಹೆಸರಿನ ವಿಳಾಸ ಅಥವಾ ವಾರಸುದಾರರು ಪತ್ತೆಯಾಗಿರುವುದಿಲ್ಲ. ಇವರ ಬಗ್ಗೆ ಮಾಹಿತಿ ದೊರೆತಲ್ಲಿ ತುರುವೇಕೆರೆ ಪೊಲೀಸ್ ಠಾಣೆ ಪಿ.ಎಸ್.ಐ ತುರುವೇಕೆರೆ ಪೊಲೀಸ್ ಠಾಣೆ ರವರ 9480802965 ಸಂಪರ್ಕಿಸಲು ಕೋರಿದೆ. bbox=[52, 1367, 394, 1424]
ddrc-body: ತುಮಕೂರು: ವಿಕಲಚೇತನರ ಹಾಗೂ ಹಿರಿಯನಾಗರಿಕರ ಸಬಲೀಕರಣ ಇಲಾಖೆಯ ವತಿಯಿಂದ ಅಂಗವಿಕಲರ ಪುನರ್ವಸತಿ ಕೇಂದ್ರ(ಡಿ.ಡಿ.ಆರ್.ಸಿ)ವನ್ನು ಆರಂಭಿಸಲು ಭಾರತೀಯ ರೆಡ್‌ಕ್ರಾಸ್ ಸೊಸೈಟಿ ಅಥವಾ ಜಿಲ್ಲಾ ವ್ಯಾಪ್ತಿಯಲ್ಲಿ ವಿಕಲಚೇತನರ ಅಭಿವೃದ್ಧಿಗಾಗಿ ಪ್ರಸಿದ್ಧಿಸುತ್ತಿರುವ/ ಉತ್ತಮ ಸೇವೆ ಸಲ್ಲಿಸುತ್ತಿರುವ/ ಜಿಲ್ಲೆಯಲ್ಲಿ ವೈದ್ಯಕೀಯ ಸೌಲಭ್ಯಗಳನ್ನು ಒದಗಿಸುತ್ತಿರುವ, ಅನುಭವ ಹೊಂದಿರುವ ಸ್ವಯಂ ಸೇವಾ ಸಂಸ್ಥೆಗಳು ಅರ್ಜಿ ಸಲ್ಲಿಸಬಹುದು. ಆಸಕ್ತ ಸಂಸ್ಥೆಗಳು ಅರ್ಜಿಯನ್ನು ನಿಗದಿತ ನಮೂನೆಯಲ್ಲಿ ಭರ್ತಿ ಮಾಡಿ ನವೆಂಬರ್ 29ರೊಳಗಾಗಿ ಅರ್ಜಿ ಸಲ್ಲಿಸಬಹುದಾಗಿದೆ. ಹೆಚ್ಚಿನ ಮಾಹಿತಿಗಾಗಿ ದೂರವಾಣಿ ಸಂಖ್ಯೆ: 9844243901 ಅಥವಾ ಜಿಲ್ಲಾ ವಿಕಲಚೇತನರ ಹಾಗೂ ಹಿರಿಯನಾಗರಿಕರ ಸಬಲೀಕರಣ ಅಧಿಕಾರಿಗಳ ಕಚೇರಿಯನ್ನು ನೇರವಾಗಿ ಭೇಟಿ ಮಾಡಿ ಪಡೆಯಬಹುದಾಗಿದೆ ಎಂದು ಜಿಲ್ಲಾ ವಿಕಲಚೇತನರ ಹಾಗೂ ಹಿರಿಯನಾಗರಿಕರ ಕಲ್ಯಾಣಾಧಿಕಾರಿ ಚಿದಾನಂದಮೂರ್ತಿ ಬಿ.ಎಲ್. ತಿಳಿಸಿದ್ದಾರೆ. bbox=[52, 651, 394, 782]
ad-line2: ಹಾಗೂ ಪತ್ರಿಕೆಗಾಗಿ bbox=[1272, 1587, 1354, 1603]
lead-body-col3: ಉಚಿತ ಸೇವೆಯನ್ನು ಸಲ್ಲಿಸಿಕೊಂಡು ಬರುತ್ತಿದ್ದೇನೆ ಇದನ್ನು ಮನಗಂಡಂತಹ ನನ್ನ ಹಿರಿಯರು ಜಿಲ್ಲಾ ಮಟ್ಟದಲ್ಲಿ ಗುರುತಿಸಿ ನನ್ನನ್ನು ಗೌರವಿಸಿರುವುದು ನನಗೆ ಬಹಳಷ್ಟು ಸಂತಸವಾಗಿದೆ ಸಮಾಜದಲ್ಲಿ ಮತ್ತಷ್ಟು ಜನಪ್ರಿಯವಾಗಿ bbox=[584, 485, 852, 527]
masthead-title: ಪ್ರಜಾಕಹಳೆ bbox=[58, 52, 177, 93]
apmc-letters-photo bbox=[658, 1187, 1117, 1515]
journalists-caption: ತುರುವೇಕೆರೆ ತಾಲ್ಲೂಕು ಕರ್ನಾಟಕ ಕಾರ್ಯನಿರತ ಪತ್ರಕರ್ತರ ಸಂಘದ ವತಿಯಿಂದ ಕೆರೆಯಾಗಿದ್ದ ಚುನಾವಣೆಯಲ್ಲಿ ಜಿಲ್ಲಾ ಕಾರ್ಯಕಾರಿ ಸ್ಥಾನಕ್ಕೆ ನೂತನವಾಗಿ ಆಯ್ಕೆಗೊಂಡ ಸಂಘದಾರ ಎ.ಎನ್ ನಂದೀಶ್ ರವರನ್ನು ಪ್ರವಾಸಿ ಮಂದಿರದಲ್ಲಿ ಸಂಘದ ಪದಾಧಿಕಾರಿಗಳು ಅಭಿನಂದಿಸಿದರು. ತಾ.ಅಧ್ಯಕ್ಷ ಮಲ್ಲಿಕಾರ್ಜುನ್ ದುಂಡ, ಕಾರ್ಯದರ್ಶಿ ಮರಿಕ್, ಸಹಕಾರ್ಯದರ್ಶಿ ಭರಣೇಶ್, ಪಿಟಾಂಬಿ ಸನ್ನಿಸ್, ನಾಗಭೂಷಣ್, ಸತ್ಯನಾರಾಯಣ್, ಸುರೇಶ್ ಬಾಬು, ಮಂಜು, ಧರಣಿ, ಶಿವಣ್ಣ, ಪುಟ್ಟಣ್ಣ ಇತರರು ಇದ್ದರು. bbox=[52, 1179, 394, 1251]
village-subheadline: ಹೊಳಕಲ್ಲು ಗ್ರಾಮದಲ್ಲಿ ಸ್ವಚ್ಛ ಸಂಕೀರ್ಣ ಉದ್ಘಾಟಿಸಿದ ಶಾಸಕರು bbox=[535, 640, 988, 666]
village-headline: ಗ್ರಾಮ ನೈರ್ಮಲ್ಯಕ್ಕೆ ಆದ್ಯತೆ ನೀಡಿ: ಸುರೇಶ್‌ಗೌಡ bbox=[484, 586, 1038, 630]
journalists-photo bbox=[52, 1012, 394, 1175]
lead-bottom-divider bbox=[49, 575, 1121, 576]
dasara-headline-line1: ತುಮಕೂರು ದಸರಾ ಕಲಾವಿದರಿಗೆ bbox=[1198, 113, 1431, 139]
ad-contact-label: ಸಂಪರ್ಕಿಸಿ: bbox=[1215, 1609, 1279, 1630]
tailoring-photo bbox=[1132, 902, 1497, 1079]
copra-body-col1: ತಿಪಟೂರು: ನಗರದ ಎಪಿಎಂಸಿ ಕಚೇರಿಯಲ್ಲಿ ತೋಟಗಾರಿಕೆ ಇಲಾಖೆ, ಕೃಷಿ ಉತ್ಪನ್ನ ಮಾರುಕಟ್ಟೆ ಸಮಿತಿ, ನಬಾರ್ಡ್, ಕೃಷಿ ವಿಜ್ಞಾನ ಕೇಂದ್ರ, ರಾಮಯ್ಯ ಸಂಸ್ಥೆ ಸಹಯೋಗದಲ್ಲಿ ತಿಪಟೂರು ತೆಂಗು ಉಂಡೆ ಕೊಬ್ಬರಿಗೆ ಭೌಗೋಳಿಕ ಸೂಚ್ಯಂಕ (ಜಿಐ) ಪಡೆಯುವ ಕುರಿತು ಸಭೆ ನಡೆಯಿತು. ಸಭೆಯಲ್ಲಿ ತಿಪಟೂರು ಉಂಡೆ ಕೊಬ್ಬರಿ ಹಾಗೂ ತೆಂಗು ಮತ್ತು ಉತ್ಪನ್ನಗಳಿಗೆ ಜಿಐ ಪಡೆಯಲು ಬೇಕಾದ ದಾಖಲೆಗಳು, ಸಂಘ ಮತ್ತು ರೈತರ ಪಾತ್ರದ ಬಗ್ಗೆ ಚರ್ಚಿಸಲಾಯಿತು. ಭೌಗೋಳಿಕ ಸೂಚ್ಯಂಕ ಪಡೆಯಲು ತಿಪಟೂರು ಉಂಡೆ ಕೊಬ್ಬರಿ ಉತ್ಪಾದಕರ ಸಂಘವನ್ನು ರಚಿಸುವ ಕುರಿತು ಚರ್ಚಿಸಲಾಯಿತು. bbox=[406, 1734, 649, 1851]
dasara-headline-line2: ಸಂಭಾವನೆ ನೀಡಲು ಒತ್ತಾಯ bbox=[1212, 146, 1417, 172]
village-divider bbox=[400, 1109, 1124, 1111]
